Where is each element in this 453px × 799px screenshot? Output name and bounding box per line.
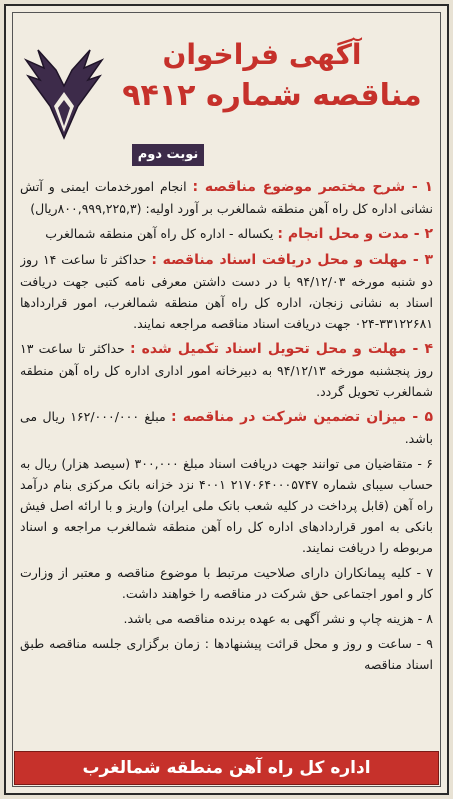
item-text: ۸ - هزینه چاپ و نشر آگهی به عهده برنده مناقصه می باشد. bbox=[123, 611, 433, 626]
notice-title: آگهی فراخوان bbox=[162, 38, 362, 71]
item-text: ۷ - کلیه پیمانکاران دارای صلاحیت مرتبط با موضوع مناقصه و معتبر از وزارت کار و امور اجتماعی حق شرکت در مناقصه را خواهند داشت. bbox=[20, 565, 433, 601]
winged-emblem-icon bbox=[20, 46, 108, 146]
item-heading: ۳ - مهلت و محل دریافت اسناد مناقصه : bbox=[151, 252, 433, 268]
item-heading: ۵ - میزان تضمین شرکت در مناقصه : bbox=[171, 409, 433, 425]
item-text: ۹ - ساعت و روز و محل قرائت پیشنهادها : زمان برگزاری جلسه مناقصه طبق اسناد مناقصه bbox=[20, 636, 433, 672]
item-text: حداکثر تا ساعت ۱۴ روز دو شنبه مورخه ۹۴/۱۲/۰۳ با در دست داشتن معرفی نامه کتبی جهت دریافت اسناد به نشانی زنجان، اداره کل راه آهن منطقه شمالغرب، امور قراردادها ۳۳۱۲۲۶۸۱-۰۲۴ جهت دریافت اسناد مناقصه مراجعه نمایند. bbox=[20, 252, 433, 331]
item-heading: ۱ - شرح مختصر موضوع مناقصه : bbox=[192, 179, 433, 195]
tender-number-title: مناقصه شماره ۹۴۱۲ bbox=[122, 78, 422, 113]
notice-item-3 bbox=[20, 249, 433, 334]
notice-header bbox=[6, 36, 447, 156]
issuer-banner: اداره کل راه آهن منطقه شمالغرب bbox=[14, 751, 439, 785]
notice-item-4 bbox=[20, 338, 433, 402]
notice-item-1 bbox=[20, 176, 433, 219]
item-text: یکساله - اداره کل راه آهن منطقه شمالغرب bbox=[45, 226, 278, 241]
item-heading: ۴ - مهلت و محل تحویل اسناد تکمیل شده : bbox=[129, 341, 433, 357]
notice-item-8 bbox=[20, 608, 433, 629]
item-text: حداکثر تا ساعت ۱۳ روز پنجشنبه مورخه ۹۴/۱۲/۱۳ به دبیرخانه امور اداری اداره کل راه آهن منطقه شمالغرب تحویل گردد. bbox=[20, 341, 433, 399]
notice-item-9 bbox=[20, 633, 433, 675]
notice-body bbox=[20, 176, 433, 744]
notice-item-2 bbox=[20, 223, 433, 245]
notice-item-5 bbox=[20, 406, 433, 449]
item-text: انجام امورخدمات ایمنی و آتش نشانی اداره کل راه آهن منطقه شمالغرب بر آورد اولیه: (۸۰۰,۹۹۹,۲۲۵,۳ریال) bbox=[20, 179, 433, 216]
notice-item-7 bbox=[20, 562, 433, 604]
item-text: ۶ - متقاضیان می توانند جهت دریافت اسناد مبلغ ۳۰۰,۰۰۰ (سیصد هزار) ریال به حساب سیبای شماره ۲۱۷۰۶۴۰۰۰۵۷۴۷ ۴۰۰۱ نزد خزانه بانک مرکزی بنام درآمد راه آهن (قابل پرداخت در کلیه شعب بانک ملی ایران) واریز و با ارائه اصل فیش بانکی به امور قراردادهای اداره کل راه آهن منطقه شمالغرب مراجعه و اسناد مربوطه را دریافت نمایند. bbox=[20, 456, 433, 555]
round-badge: نوبت دوم bbox=[132, 144, 204, 166]
item-heading: ۲ - مدت و محل انجام : bbox=[277, 226, 433, 242]
notice-item-6 bbox=[20, 453, 433, 558]
item-text: مبلغ ۱۶۲/۰۰۰/۰۰۰ ریال می باشد. bbox=[20, 409, 433, 446]
tender-notice bbox=[4, 4, 449, 795]
